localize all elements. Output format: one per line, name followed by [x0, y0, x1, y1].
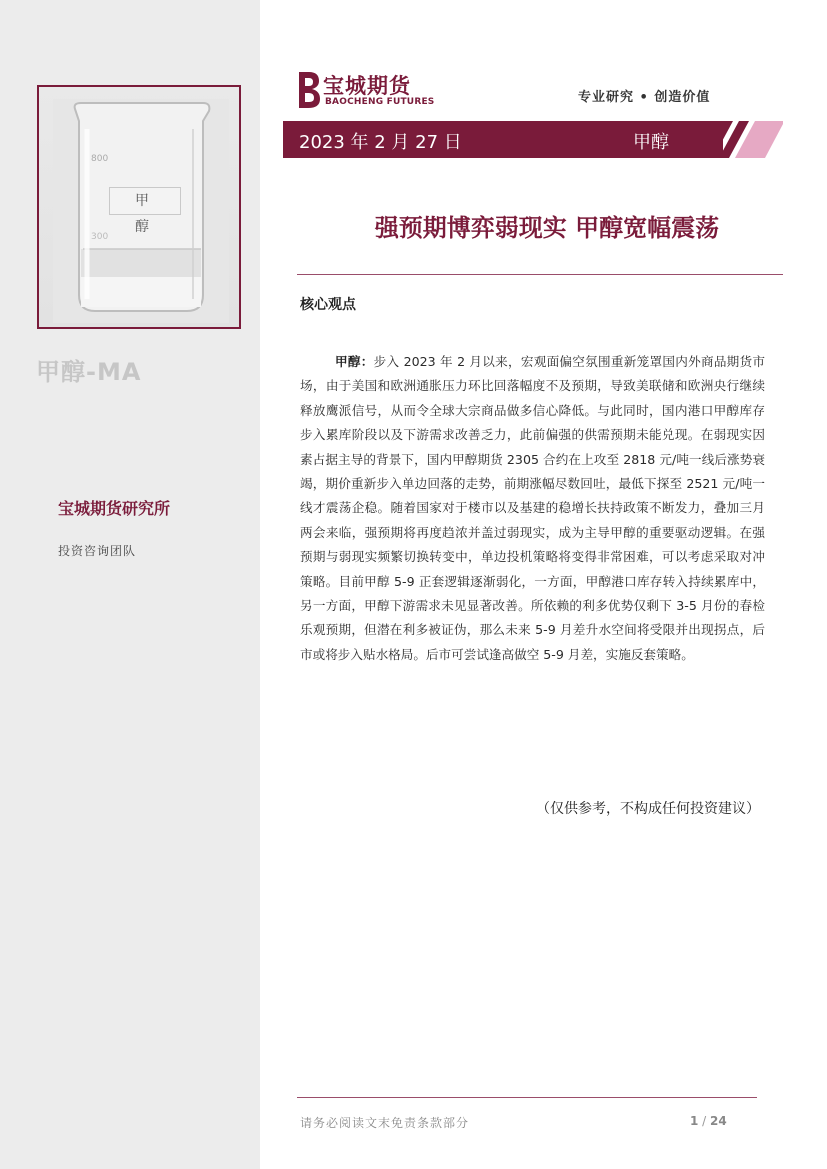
slogan: 专业研究 • 创造价值 [578, 90, 711, 105]
page-current: 1 [690, 1114, 699, 1128]
footer-notice: 请务必阅读文末免责条款部分 [300, 1116, 470, 1130]
beaker-photo [37, 85, 241, 329]
footer-divider [297, 1097, 757, 1098]
report-product: 甲醇 [633, 132, 669, 153]
band-stripes [703, 121, 783, 158]
logo-text-en: BAOCHENG FUTURES [325, 97, 435, 107]
product-code: 甲醇-MA [36, 358, 142, 386]
report-title: 强预期博弈弱现实 甲醇宽幅震荡 [374, 214, 720, 242]
beaker-label: 甲 醇 [109, 187, 181, 215]
company-logo [295, 70, 435, 110]
page-total: 24 [710, 1114, 727, 1128]
logo-text-cn: 宝城期货 [323, 73, 411, 98]
disclaimer: （仅供参考，不构成任何投资建议） [536, 801, 760, 817]
page-separator: / [698, 1114, 711, 1128]
svg-text:300: 300 [91, 232, 109, 242]
svg-text:800: 800 [91, 154, 109, 164]
section-heading: 核心观点 [300, 297, 356, 313]
title-divider [297, 274, 783, 275]
institute-name: 宝城期货研究所 [58, 499, 171, 518]
date-band [283, 121, 783, 158]
team-name: 投资咨询团队 [58, 544, 137, 558]
lead-label: 甲醇： [335, 354, 374, 369]
page-number [690, 1114, 727, 1128]
core-view-paragraph [300, 350, 765, 667]
sidebar [0, 0, 260, 1169]
paragraph-text: 步入 2023 年 2 月以来，宏观面偏空氛围重新笼罩国内外商品期货市场，由于美国和欧洲通胀压力环比回落幅度不及预期，导致美联储和欧洲央行继续释放鹰派信号，从而令全球大宗商品做多信心降低。与此同时，国内港口甲醇库存步入累库阶段以及下游需求改善乏力，此前偏强的供需预期未能兑现。在弱现实因素占据主导的背景下，国内甲醇期货 2305 合约在上攻至 2818 元/吨一线后涨势衰竭，期价重新步入单边回落的走势，前期涨幅尽数回吐，最低下探至 2521 元/吨一线才震荡企稳。随着国家对于楼市以及基建的稳增长扶持政策不断发力，叠加三月两会来临，强预期将再度趋浓并盖过弱现实，成为主导甲醇的重要驱动逻辑。在强预期与弱现实频繁切换转变中，单边投机策略将变得非常困难，可以考虑采取对冲策略。目前甲醇 5-9 正套逻辑逐渐弱化，一方面，甲醇港口库存转入持续累库中，另一方面，甲醇下游需求未见显著改善。所依赖的利多优势仅剩下 3-5 月份的春检乐观预期，但潜在利多被证伪，那么未来 5-9 月差升水空间将受限并出现拐点，后市或将步入贴水格局。后市可尝试逢高做空 5-9 月差，实施反套策略。 [300, 354, 766, 662]
report-date: 2023 年 2 月 27 日 [299, 132, 462, 153]
baocheng-logo-icon [295, 70, 321, 110]
